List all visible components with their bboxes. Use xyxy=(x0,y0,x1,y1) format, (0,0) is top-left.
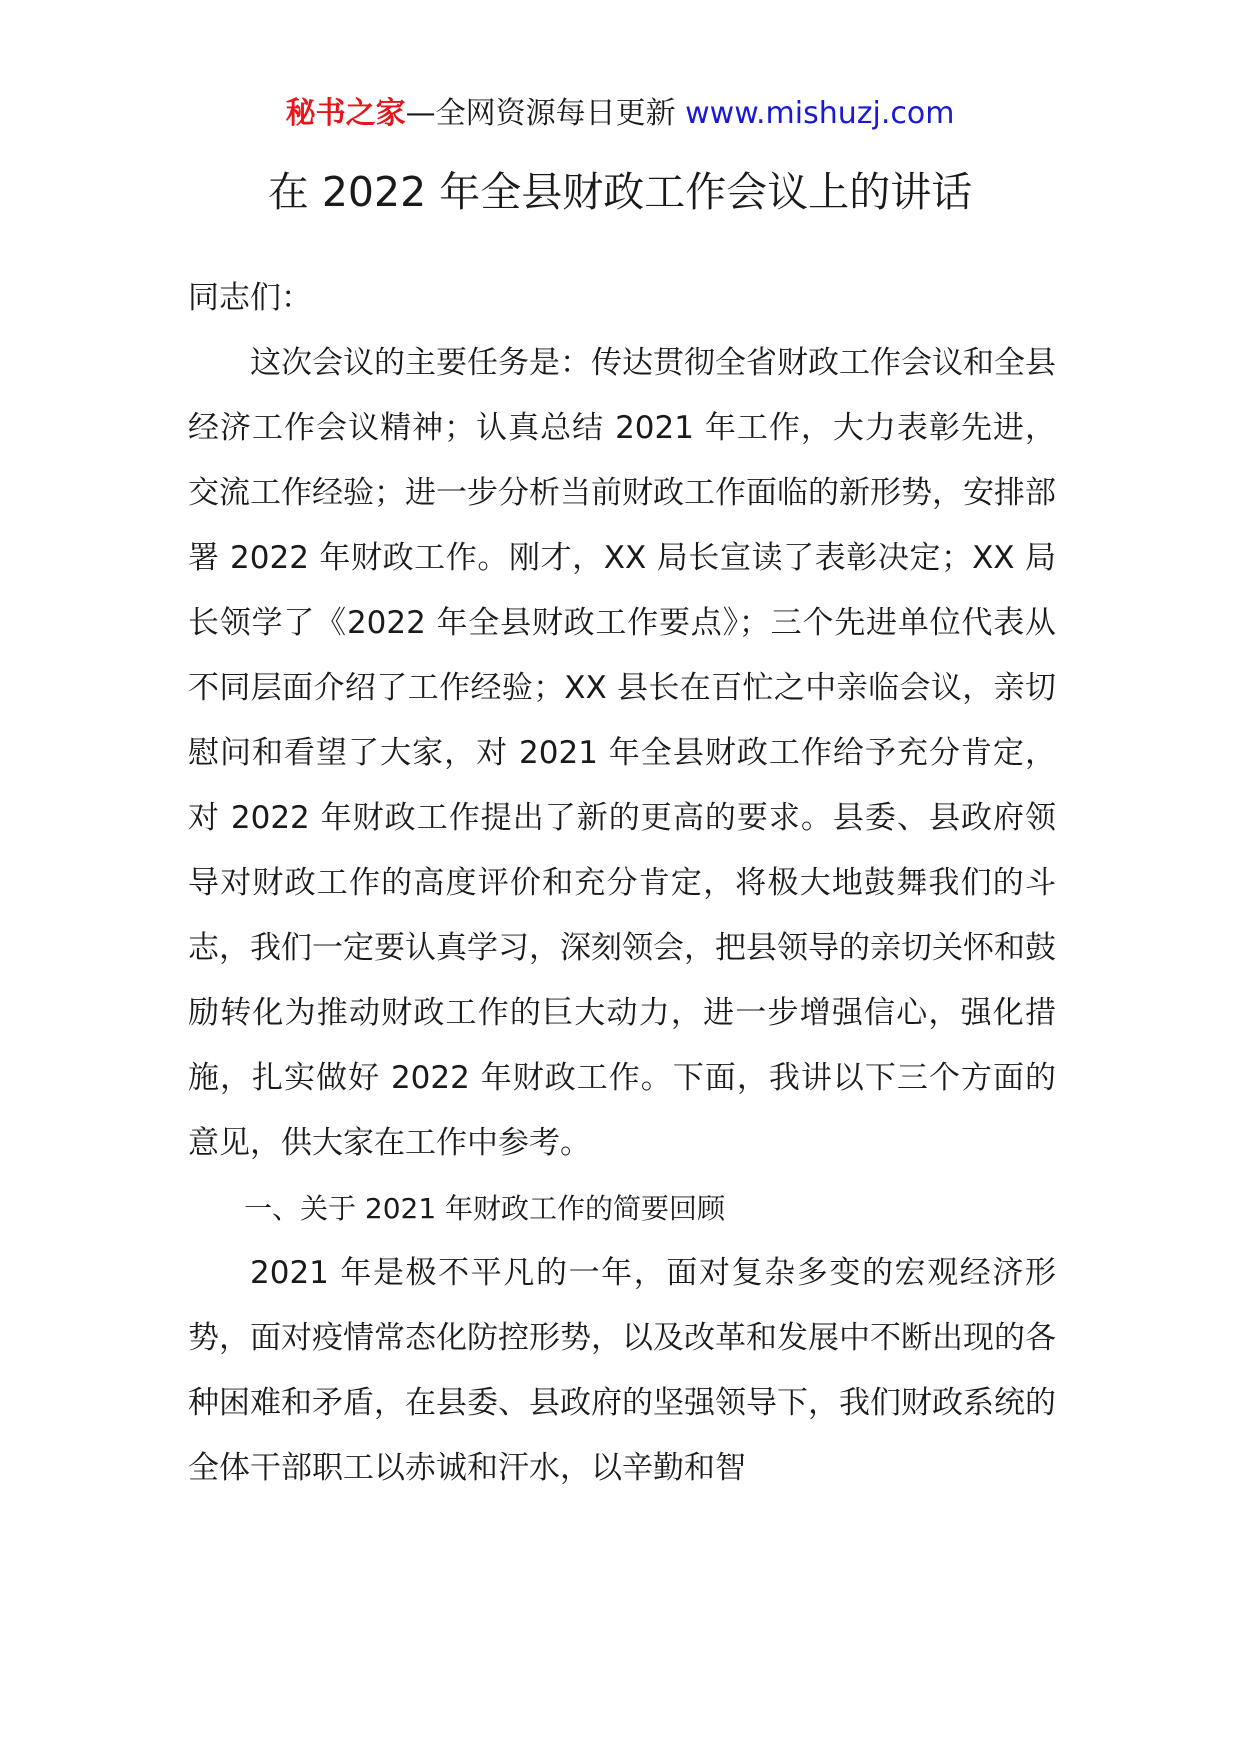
site-header xyxy=(0,94,1240,134)
intro-paragraph: 这次会议的主要任务是：传达贯彻全省财政工作会议和全县经济工作会议精神；认真总结 2021 年工作，大力表彰先进，交流工作经验；进一步分析当前财政工作面临的新形势，安排部署 2022 年财政工作。刚才，XX 局长宣读了表彰决定；XX 局长领学了《2022 年全县财政工作要点》；三个先进单位代表从不同层面介绍了工作经验；XX 县长在百忙之中亲临会议，亲切慰问和看望了大家，对 2021 年全县财政工作给予充分肯定，对 2022 年财政工作提出了新的更高的要求。县委、县政府领导对财政工作的高度评价和充分肯定，将极大地鼓舞我们的斗志，我们一定要认真学习，深刻领会，把县领导的亲切关怀和鼓励转化为推动财政工作的巨大动力，进一步增强信心，强化措施，扎实做好 2022 年财政工作。下面，我讲以下三个方面的意见，供大家在工作中参考。 xyxy=(188,345,1056,1161)
document-body xyxy=(188,266,1056,1501)
header-slogan: —全网资源每日更新 xyxy=(405,96,676,131)
brand-name: 秘书之家 xyxy=(285,96,406,131)
document-title: 在 2022 年全县财政工作会议上的讲话 xyxy=(267,168,973,216)
site-url-link[interactable]: www.mishuzj.com xyxy=(685,96,955,131)
section-paragraph: 2021 年是极不平凡的一年，面对复杂多变的宏观经济形势，面对疫情常态化防控形势，以及改革和发展中不断出现的各种困难和矛盾，在县委、县政府的坚强领导下，我们财政系统的全体干部职工以赤诚和汗水，以辛勤和智 xyxy=(188,1255,1056,1486)
salutation: 同志们： xyxy=(188,280,312,316)
section-heading: 一、关于 2021 年财政工作的简要回顾 xyxy=(244,1192,726,1225)
